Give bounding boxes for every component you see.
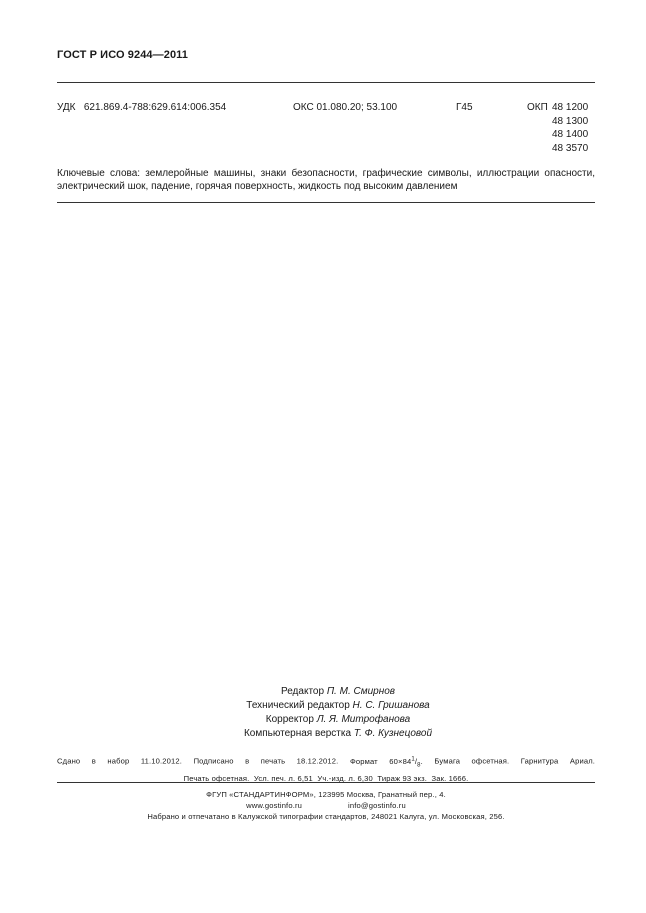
publisher-address: ФГУП «СТАНДАРТИНФОРМ», 123995 Москва, Гранатный пер., 4. bbox=[206, 790, 446, 799]
okp-code: 48 1400 bbox=[552, 129, 589, 140]
staff-line-proofreader bbox=[0, 713, 646, 727]
imprint-divider bbox=[57, 782, 595, 783]
imprint-line-2 bbox=[57, 772, 595, 786]
staff-role: Технический редактор bbox=[246, 700, 350, 711]
paper-info: Бумага офсетная. bbox=[434, 756, 510, 766]
staff-name: Л. Я. Митрофанова bbox=[316, 714, 411, 725]
udk-label: УДК bbox=[57, 102, 76, 113]
staff-name: Т. Ф. Кузнецовой bbox=[353, 728, 433, 739]
typeface-info: Гарнитура Ариал. bbox=[520, 756, 596, 766]
udk-value: 621.869.4-788:629.614:006.354 bbox=[83, 102, 227, 113]
printing-house: Набрано и отпечатано в Калужской типографии стандартов, 248021 Калуга, ул. Московская, 256. bbox=[147, 812, 505, 822]
imprint-block bbox=[57, 752, 595, 786]
staff-line-layout bbox=[0, 727, 646, 741]
okp-codes bbox=[552, 101, 588, 155]
header-divider bbox=[57, 82, 595, 83]
udk-code bbox=[57, 101, 226, 114]
format-info: Формат $60\times 84^1/_8$. bbox=[349, 756, 423, 769]
okp-code: 48 1200 bbox=[552, 102, 589, 113]
printing-info: Печать офсетная. bbox=[183, 774, 250, 784]
group-code: Г45 bbox=[456, 102, 473, 113]
staff-line-editor bbox=[0, 685, 646, 699]
publisher-website[interactable]: www.gostinfo.ru bbox=[246, 801, 303, 811]
print-run: Тираж 93 экз. bbox=[377, 774, 427, 784]
okp-code: 48 1300 bbox=[552, 115, 589, 127]
staff-role: Редактор bbox=[280, 686, 325, 697]
print-sheets: Усл. печ. л. 6,51 bbox=[253, 774, 313, 784]
staff-role: Компьютерная верстка bbox=[243, 728, 352, 739]
publisher-contacts bbox=[57, 800, 595, 811]
staff-line-tech-editor bbox=[0, 699, 646, 713]
keywords-paragraph: Ключевые слова: землеройные машины, знаки безопасности, графические символы, иллюстрации опасности, электрический шок, падение, горячая поверхность, жидкость под высоким давлением bbox=[57, 168, 595, 192]
order-number: Зак. 1666. bbox=[431, 774, 469, 784]
standard-header: ГОСТ Р ИСО 9244—2011 bbox=[57, 49, 189, 61]
okp-label: ОКП bbox=[527, 102, 548, 113]
publisher-block bbox=[57, 789, 595, 823]
staff-name: П. М. Смирнов bbox=[326, 686, 395, 697]
submitted-date: Сдано в набор 11.10.2012. bbox=[57, 756, 183, 766]
okp-code: 48 3570 bbox=[552, 142, 589, 154]
editorial-staff bbox=[0, 685, 646, 741]
imprint-line-1 bbox=[57, 752, 595, 772]
signed-date: Подписано в печать 18.12.2012. bbox=[193, 756, 339, 766]
staff-role: Корректор bbox=[265, 714, 314, 725]
keywords-divider bbox=[57, 202, 595, 203]
oks-code: ОКС 01.080.20; 53.100 bbox=[293, 102, 398, 113]
publisher-email[interactable]: info@gostinfo.ru bbox=[348, 801, 406, 811]
pub-sheets: Уч.-изд. л. 6,30 bbox=[317, 774, 373, 784]
staff-name: Н. С. Гришанова bbox=[352, 700, 430, 711]
